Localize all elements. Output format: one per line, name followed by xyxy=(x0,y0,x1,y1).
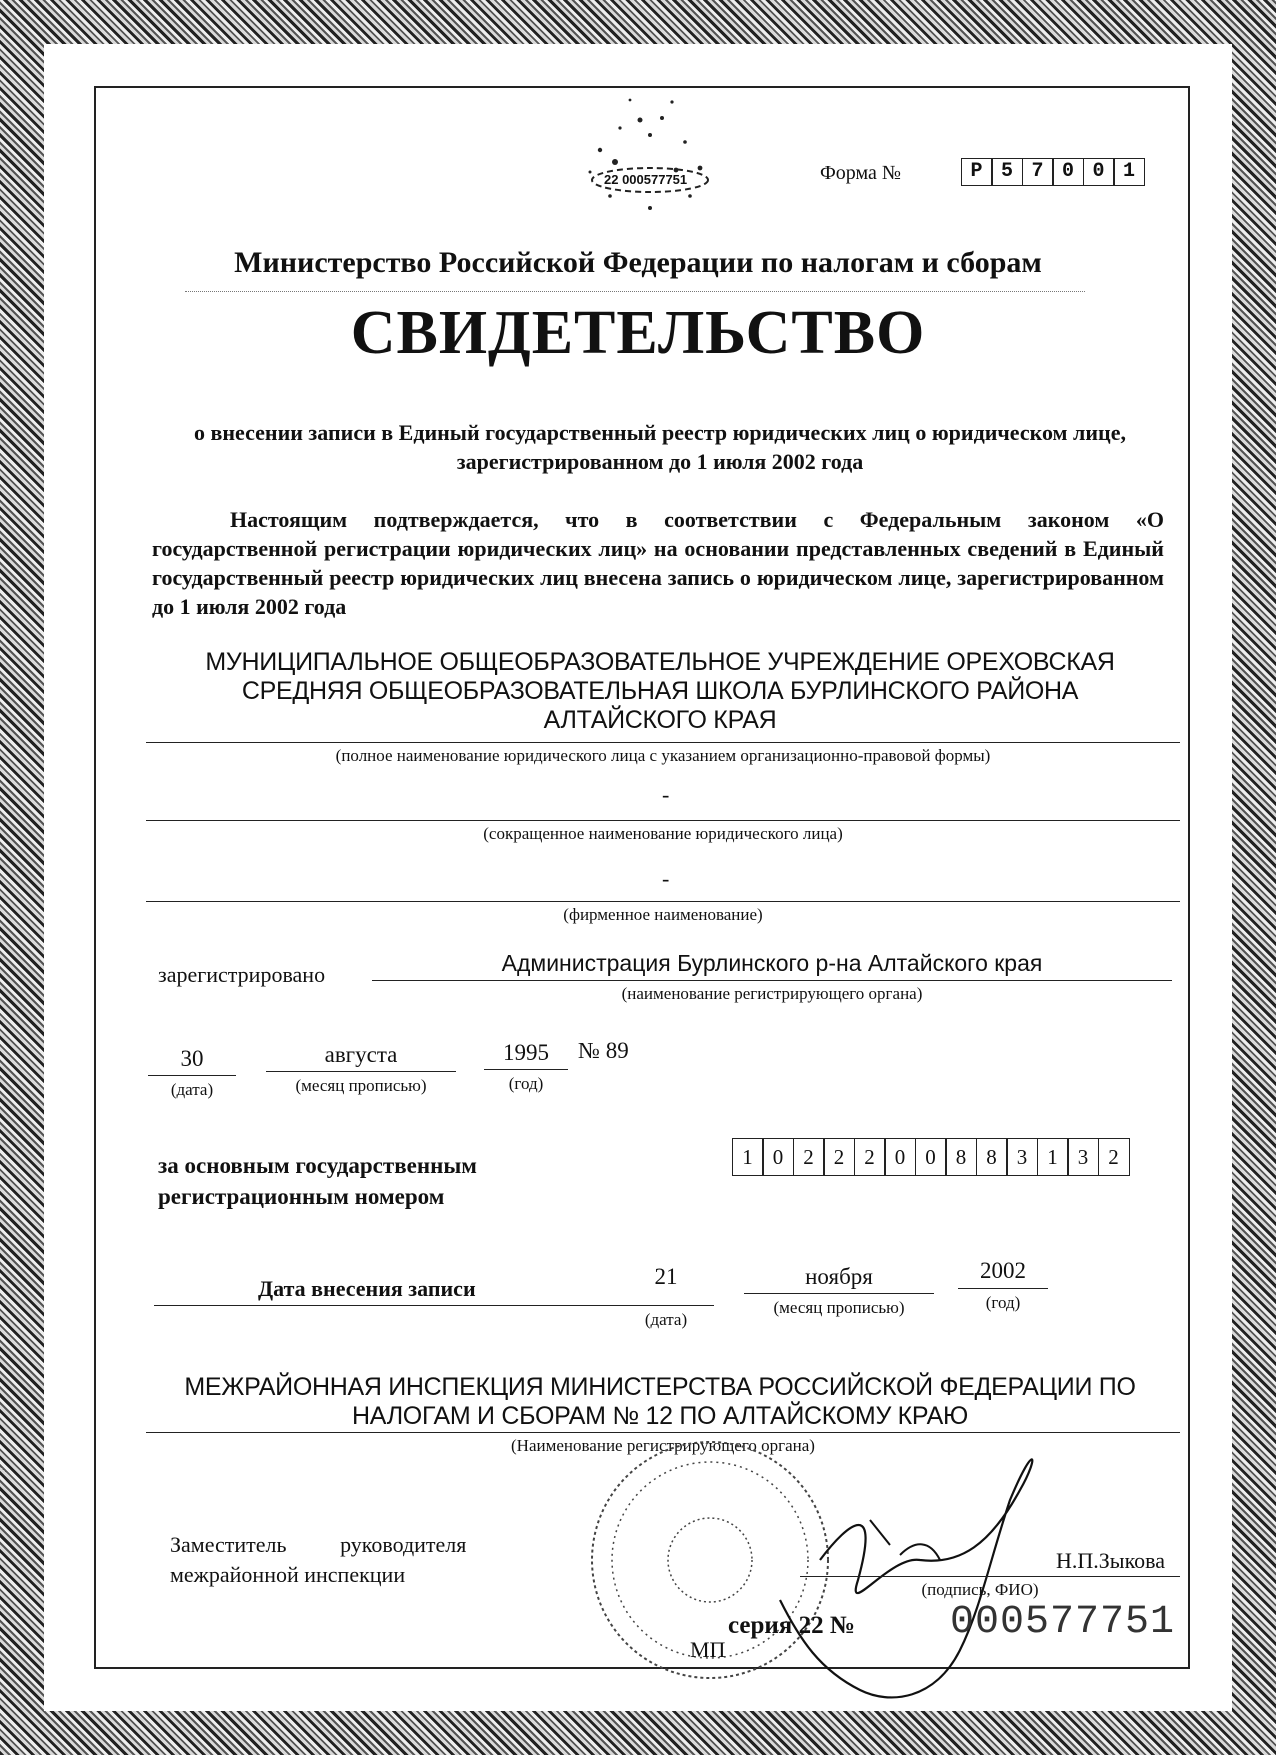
ministry-underline xyxy=(185,291,1085,292)
form-code-cell: 1 xyxy=(1113,158,1145,186)
full-name-caption: (полное наименование юридического лица с указанием организационно-правовой формы) xyxy=(335,746,991,765)
reg-year: 1995 xyxy=(503,1040,549,1065)
signature-caption: (подпись, ФИО) xyxy=(921,1580,1039,1599)
entry-date-label: Дата внесения записи xyxy=(258,1276,476,1301)
ogrn-digit: 0 xyxy=(884,1138,916,1176)
signer-title-line: Заместитель руководителя xyxy=(170,1532,467,1557)
signer-title xyxy=(170,1530,500,1590)
entry-month-line xyxy=(744,1293,934,1294)
entry-year-line xyxy=(958,1288,1048,1289)
form-code-cell: 0 xyxy=(1052,158,1084,186)
ogrn-digit: 2 xyxy=(793,1138,825,1176)
ogrn-digit: 3 xyxy=(1006,1138,1038,1176)
ogrn-digit: 2 xyxy=(854,1138,886,1176)
form-code-cell: Р xyxy=(961,158,993,186)
signer-title-line: межрайонной инспекции xyxy=(170,1562,406,1587)
org-name-line: АЛТАЙСКОГО КРАЯ xyxy=(543,706,777,734)
ogrn-digit: 1 xyxy=(1037,1138,1069,1176)
reg-day: 30 xyxy=(180,1046,204,1071)
ogrn-digit: 1 xyxy=(732,1138,764,1176)
org-name-line: СРЕДНЯЯ ОБЩЕОБРАЗОВАТЕЛЬНАЯ ШКОЛА БУРЛИНСКОГО РАЙОНА xyxy=(241,677,1079,705)
entry-day-caption: (дата) xyxy=(644,1310,688,1329)
entry-month: ноября xyxy=(805,1264,873,1289)
document-subtitle: о внесении записи в Единый государственный реестр юридических лиц о юридическом лице, зарегистрированном до 1 июля 2002 года xyxy=(194,420,1126,474)
form-code-box xyxy=(962,158,1145,186)
ogrn-digits-box xyxy=(733,1138,1130,1176)
form-code-cell: 7 xyxy=(1022,158,1054,186)
stamp-number: 22 000577751 xyxy=(604,172,688,187)
ogrn-digit: 8 xyxy=(945,1138,977,1176)
series-number: 000577751 xyxy=(950,1600,1176,1645)
full-name-line xyxy=(146,742,1180,743)
reg-month: августа xyxy=(324,1042,398,1067)
short-name-value: - xyxy=(662,782,670,807)
signature-line xyxy=(800,1576,1180,1577)
ogrn-digit: 2 xyxy=(1098,1138,1130,1176)
document-title: СВИДЕТЕЛЬСТВО xyxy=(350,299,926,367)
body-text: Настоящим подтверждается, что в соответствии с Федеральным законом «О государственной регистрации юридических лиц» на основании представленных сведений в Единый государственный реестр юридических лиц внесена запись о юридическом лице, зарегистрированном до 1 июля 2002 года xyxy=(152,507,1164,619)
entry-year-caption: (год) xyxy=(985,1293,1021,1312)
form-code-cell: 5 xyxy=(991,158,1023,186)
registered-label: зарегистрировано xyxy=(158,962,326,987)
short-name-caption: (сокращенное наименование юридического лица) xyxy=(483,824,843,843)
short-name-line xyxy=(146,820,1180,821)
series-label: серия 22 № xyxy=(728,1612,855,1639)
firm-name-line xyxy=(146,901,1180,902)
ogrn-digit: 2 xyxy=(823,1138,855,1176)
reg-month-line xyxy=(266,1071,456,1072)
authority-caption: (наименование регистрирующего органа) xyxy=(621,984,923,1003)
reg-year-line xyxy=(484,1069,568,1070)
entry-year: 2002 xyxy=(980,1258,1026,1283)
form-code-cell: 0 xyxy=(1083,158,1115,186)
ministry-heading: Министерство Российской Федерации по налогам и сборам xyxy=(234,246,1042,279)
inspection-name-line: НАЛОГАМ И СБОРАМ № 12 ПО АЛТАЙСКОМУ КРАЮ xyxy=(352,1402,968,1430)
entry-label-line xyxy=(154,1305,714,1306)
org-name-line: МУНИЦИПАЛЬНОЕ ОБЩЕОБРАЗОВАТЕЛЬНОЕ УЧРЕЖДЕНИЕ ОРЕХОВСКАЯ xyxy=(205,648,1115,676)
firm-name-value: - xyxy=(662,866,670,891)
reg-year-caption: (год) xyxy=(508,1074,544,1093)
inspection-name xyxy=(150,1373,1170,1431)
ogrn-digit: 0 xyxy=(915,1138,947,1176)
entry-month-caption: (месяц прописью) xyxy=(773,1298,905,1317)
registering-authority: Администрация Бурлинского р-на Алтайского края xyxy=(501,950,1043,976)
form-label: Форма № xyxy=(820,162,901,184)
authority-line xyxy=(372,980,1172,981)
inspection-name-line: МЕЖРАЙОННАЯ ИНСПЕКЦИЯ МИНИСТЕРСТВА РОССИЙСКОЙ ФЕДЕРАЦИИ ПО xyxy=(184,1373,1136,1401)
firm-name-caption: (фирменное наименование) xyxy=(563,905,763,924)
ogrn-digit: 3 xyxy=(1067,1138,1099,1176)
reg-day-caption: (дата) xyxy=(170,1080,214,1099)
reg-day-line xyxy=(148,1075,236,1076)
organization-full-name xyxy=(150,648,1170,735)
signer-name: Н.П.Зыкова xyxy=(1056,1548,1166,1573)
ogrn-digit: 8 xyxy=(976,1138,1008,1176)
ogrn-label xyxy=(158,1150,477,1212)
entry-day: 21 xyxy=(654,1264,678,1289)
ogrn-label-line: регистрационным номером xyxy=(158,1184,445,1209)
inspection-caption: (Наименование регистрирующего органа) xyxy=(511,1436,815,1455)
reg-number: № 89 xyxy=(578,1038,629,1063)
mp-label: МП xyxy=(690,1637,726,1662)
ogrn-label-line: за основным государственным xyxy=(158,1153,477,1178)
inspection-line xyxy=(146,1432,1180,1433)
reg-month-caption: (месяц прописью) xyxy=(295,1076,427,1095)
ogrn-digit: 0 xyxy=(762,1138,794,1176)
